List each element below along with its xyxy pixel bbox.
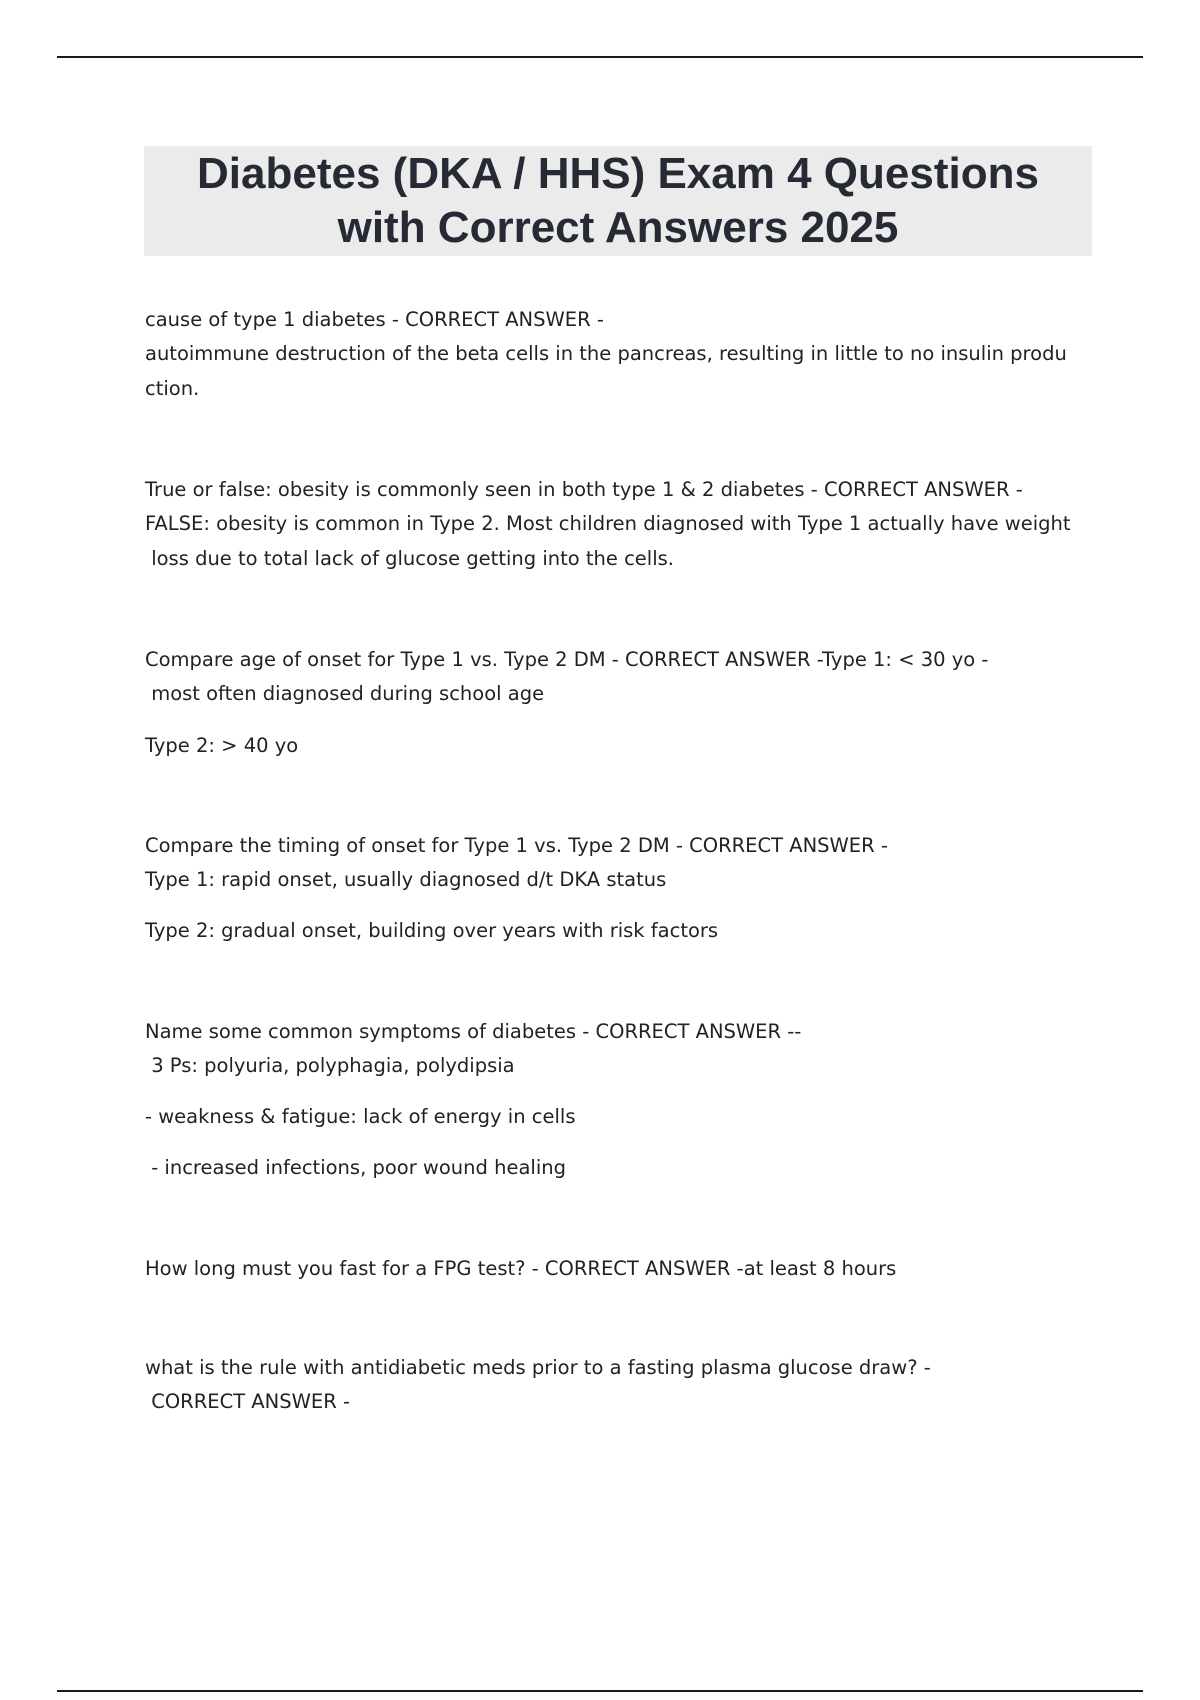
- q3-question: Compare age of onset for Type 1 vs. Type 2 DM - CORRECT ANSWER -Type 1: < 30 yo -: [145, 648, 989, 671]
- q7-question: what is the rule with antidiabetic meds prior to a fasting plasma glucose draw? -: [145, 1356, 931, 1379]
- q6-question-answer: How long must you fast for a FPG test? - CORRECT ANSWER -at least 8 hours: [145, 1257, 897, 1280]
- q2-answer-line-2: loss due to total lack of glucose getting into the cells.: [145, 547, 674, 570]
- q7-answer-line-1: CORRECT ANSWER -: [145, 1390, 350, 1413]
- q5-answer-line-3: - increased infections, poor wound healing: [145, 1156, 566, 1179]
- title-line-2: with Correct Answers 2025: [337, 203, 899, 252]
- q5-question: Name some common symptoms of diabetes - CORRECT ANSWER --: [145, 1020, 802, 1043]
- q1-answer-line-2: ction.: [145, 377, 200, 400]
- q2-answer-line-1: FALSE: obesity is common in Type 2. Most children diagnosed with Type 1 actually have weight: [145, 512, 1071, 535]
- q5-answer-line-1: 3 Ps: polyuria, polyphagia, polydipsia: [145, 1054, 515, 1077]
- q5-answer-line-2: - weakness & fatigue: lack of energy in cells: [145, 1105, 576, 1128]
- q4-answer-line-1: Type 1: rapid onset, usually diagnosed d/t DKA status: [145, 868, 667, 891]
- q1-answer-line-1: autoimmune destruction of the beta cells in the pancreas, resulting in little to no insulin produ: [145, 342, 1067, 365]
- q2-question: True or false: obesity is commonly seen in both type 1 & 2 diabetes - CORRECT ANSWER -: [145, 478, 1023, 501]
- title-banner: [144, 146, 1092, 256]
- bottom-rule: [57, 1690, 1143, 1692]
- top-rule: [57, 56, 1143, 58]
- q3-answer-line-2: Type 2: > 40 yo: [145, 734, 299, 757]
- q1-question: cause of type 1 diabetes - CORRECT ANSWER -: [145, 308, 604, 331]
- q4-answer-line-2: Type 2: gradual onset, building over years with risk factors: [145, 919, 719, 942]
- title-line-1: Diabetes (DKA / HHS) Exam 4 Questions: [197, 149, 1039, 198]
- q4-question: Compare the timing of onset for Type 1 vs. Type 2 DM - CORRECT ANSWER -: [145, 834, 888, 857]
- q3-answer-line-1: most often diagnosed during school age: [145, 682, 545, 705]
